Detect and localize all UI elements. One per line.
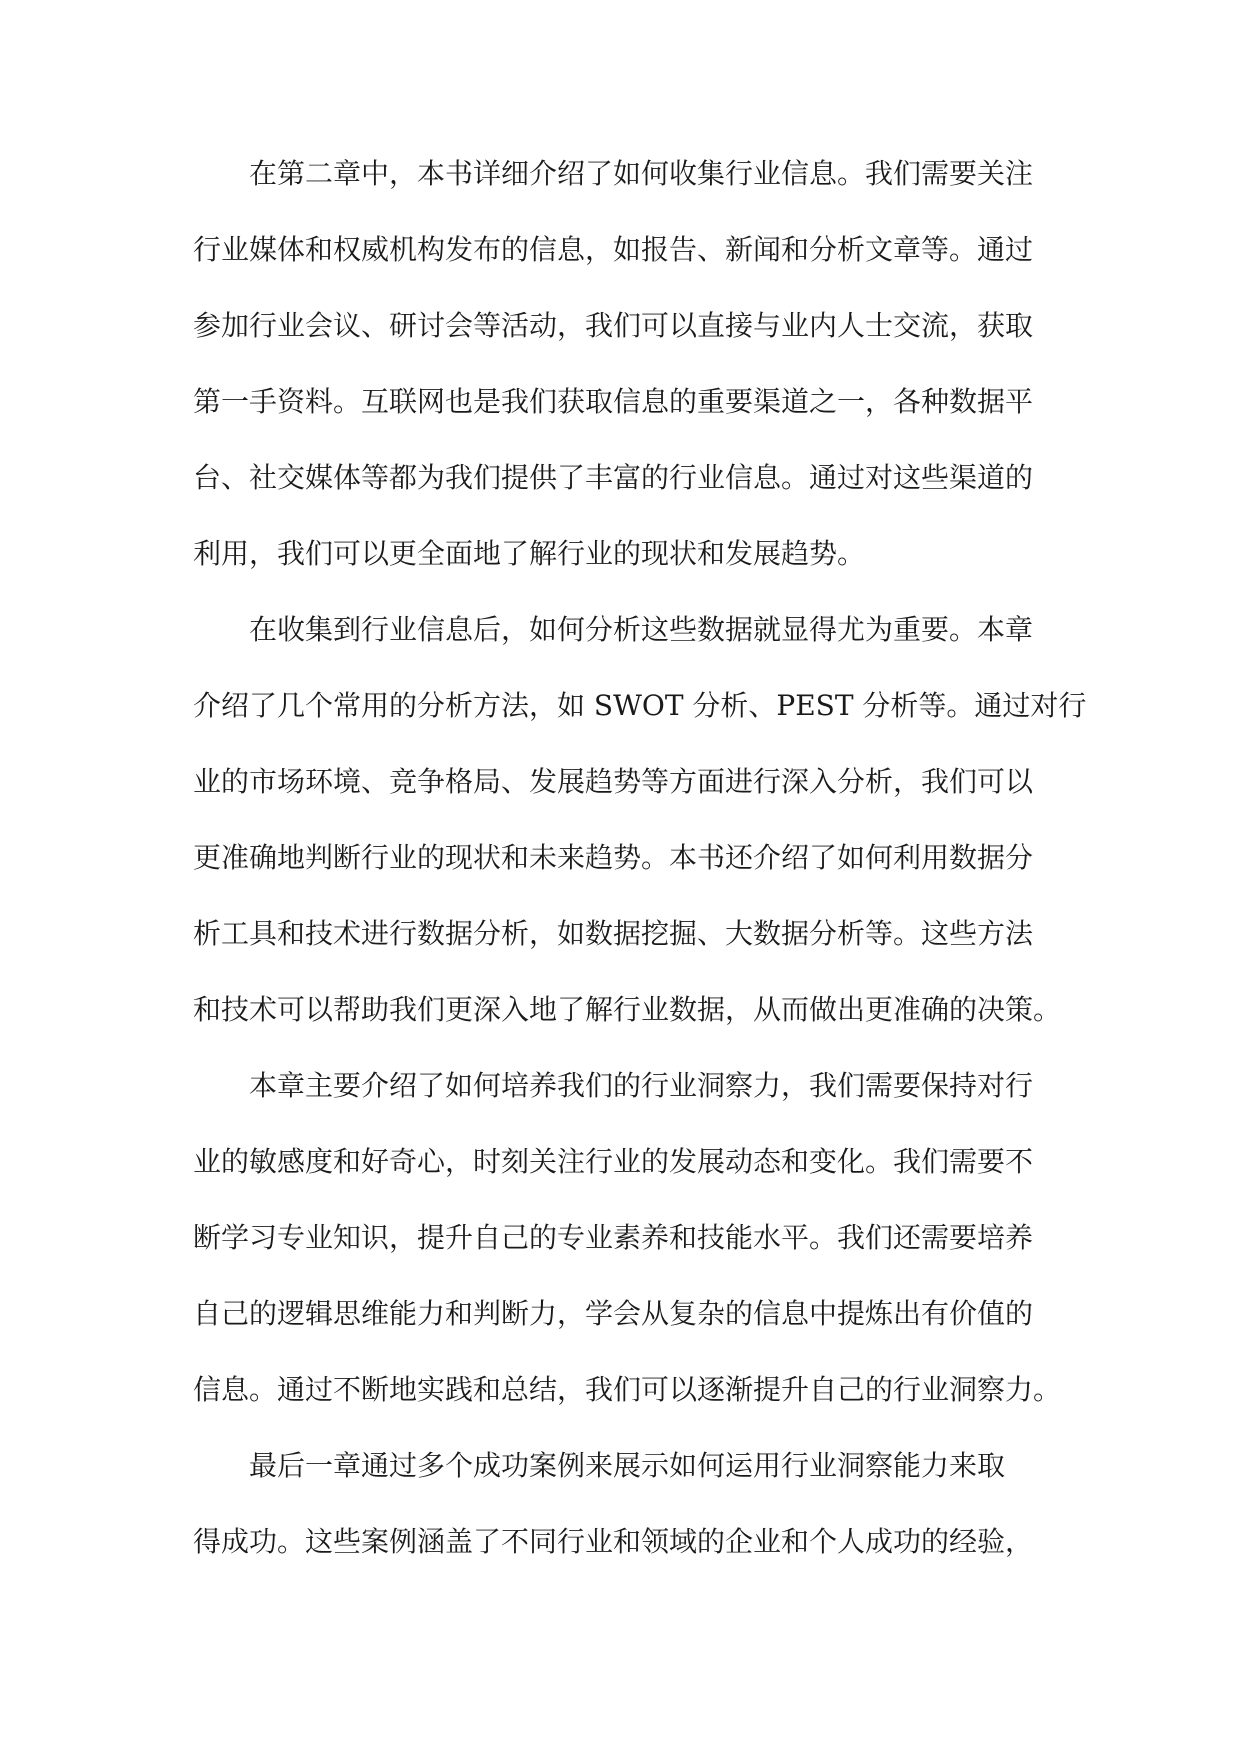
paragraph-3-line-4: 自己的逻辑思维能力和判断力，学会从复杂的信息中提炼出有价值的 (193, 1297, 1034, 1330)
paragraph-1-line-3: 参加行业会议、研讨会等活动，我们可以直接与业内人士交流，获取 (193, 309, 1034, 342)
paragraph-2-line-5: 析工具和技术进行数据分析，如数据挖掘、大数据分析等。这些方法 (193, 917, 1034, 950)
paragraph-1-line-1: 在第二章中，本书详细介绍了如何收集行业信息。我们需要关注 (249, 157, 1034, 190)
paragraph-2-line-6: 和技术可以帮助我们更深入地了解行业数据，从而做出更准确的决策。 (193, 993, 1062, 1026)
paragraph-1-line-6: 利用，我们可以更全面地了解行业的现状和发展趋势。 (193, 537, 866, 570)
paragraph-3-line-2: 业的敏感度和好奇心，时刻关注行业的发展动态和变化。我们需要不 (193, 1145, 1034, 1178)
paragraph-3-line-5: 信息。通过不断地实践和总结，我们可以逐渐提升自己的行业洞察力。 (193, 1373, 1062, 1406)
paragraph-3-line-3: 断学习专业知识，提升自己的专业素养和技能水平。我们还需要培养 (193, 1221, 1034, 1254)
body-text (193, 147, 1087, 1591)
paragraph-2-line-4: 更准确地判断行业的现状和未来趋势。本书还介绍了如何利用数据分 (193, 841, 1034, 874)
paragraph-3-line-1: 本章主要介绍了如何培养我们的行业洞察力，我们需要保持对行 (249, 1069, 1034, 1102)
paragraph-1-line-2: 行业媒体和权威机构发布的信息，如报告、新闻和分析文章等。通过 (193, 233, 1034, 266)
paragraph-4-line-1: 最后一章通过多个成功案例来展示如何运用行业洞察能力来取 (249, 1449, 1006, 1482)
paragraph-2-line-1: 在收集到行业信息后，如何分析这些数据就显得尤为重要。本章 (249, 613, 1034, 646)
paragraph-4-line-2: 得成功。这些案例涵盖了不同行业和领域的企业和个人成功的经验， (193, 1525, 1034, 1558)
paragraph-2-line-2: 介绍了几个常用的分析方法，如 SWOT 分析、PEST 分析等。通过对行 (193, 689, 1087, 722)
paragraph-2-line-3: 业的市场环境、竞争格局、发展趋势等方面进行深入分析，我们可以 (193, 765, 1034, 798)
paragraph-1-line-4: 第一手资料。互联网也是我们获取信息的重要渠道之一，各种数据平 (193, 385, 1034, 418)
paragraph-1-line-5: 台、社交媒体等都为我们提供了丰富的行业信息。通过对这些渠道的 (193, 461, 1034, 494)
